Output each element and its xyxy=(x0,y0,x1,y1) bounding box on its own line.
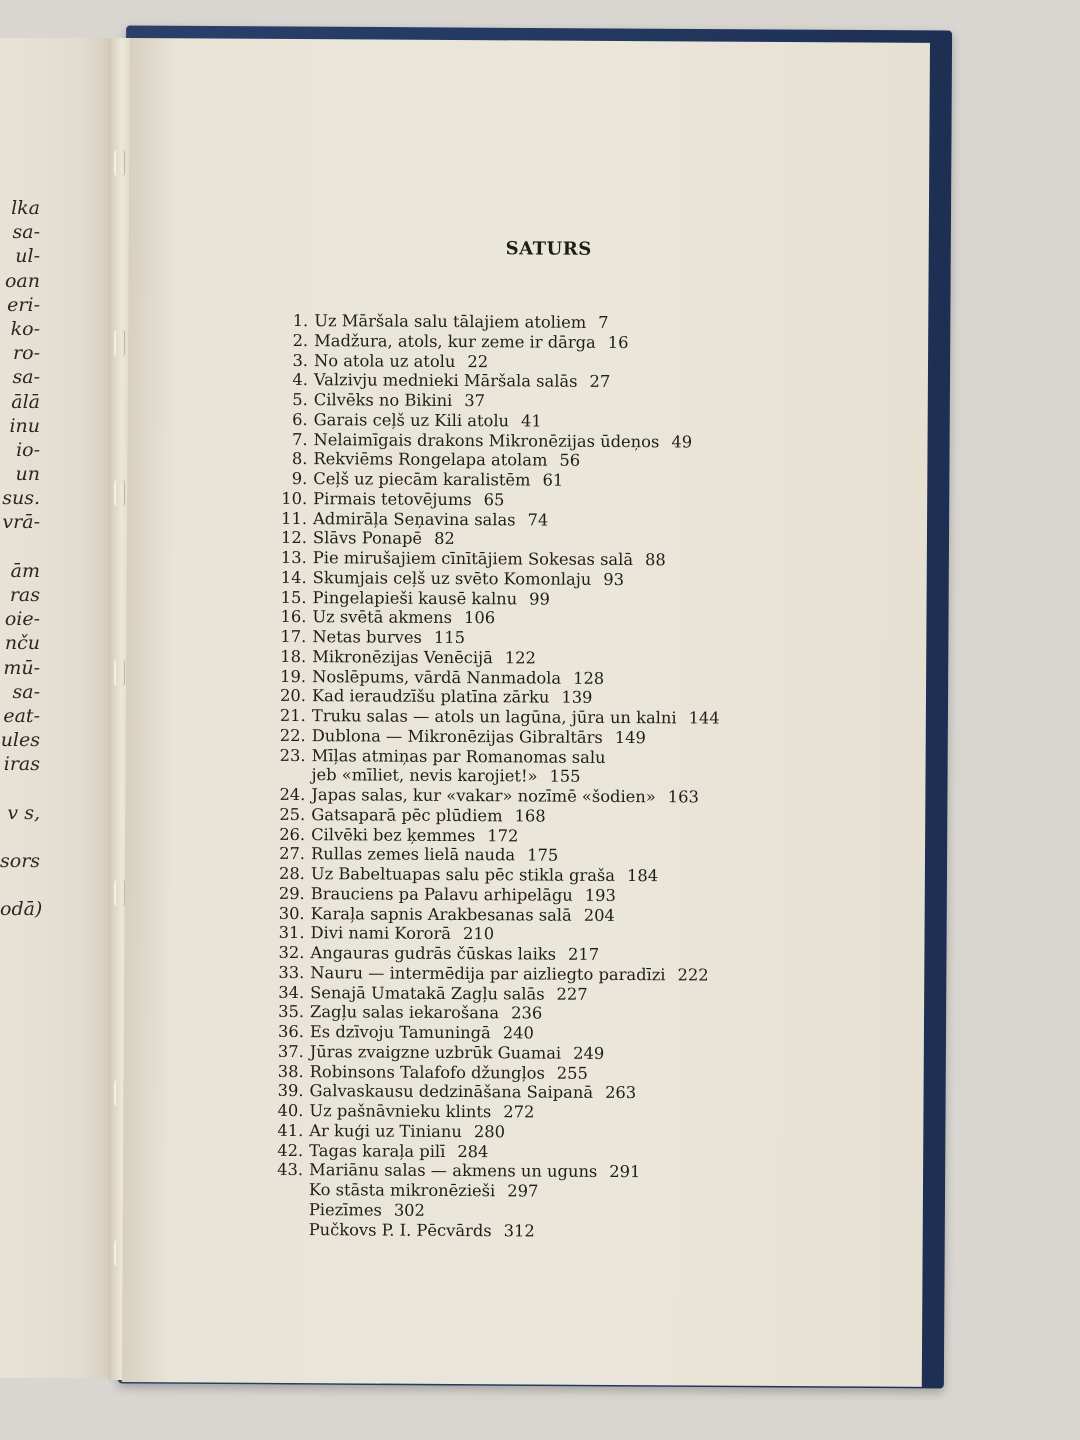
left-page-line: io- xyxy=(16,438,40,461)
toc-entry-page: 99 xyxy=(529,588,550,609)
toc-entry-number: 1. xyxy=(292,310,309,331)
toc-entry-number: 34. xyxy=(278,982,305,1002)
left-page xyxy=(0,38,120,1378)
toc-entry-page: 22 xyxy=(467,351,489,371)
toc-entry-title: Uz svētā akmens xyxy=(312,607,453,628)
binding-stitch xyxy=(114,330,125,356)
toc-entry-title: Es dzīvoju Tamuningā xyxy=(309,1022,491,1043)
toc-entry-title: Nelaimīgais drakons Mikronēzijas ūdeņos xyxy=(313,429,660,451)
toc-entry-number: 12. xyxy=(280,528,308,548)
toc-entry-page: 217 xyxy=(567,944,600,964)
toc-entry-number: 20. xyxy=(280,686,307,706)
toc-title: SATURS xyxy=(505,238,592,260)
toc-entry-title: Netas burves xyxy=(312,627,422,647)
toc-entry-title: Mīļas atmiņas par Romanomas salu xyxy=(311,745,606,767)
toc-entry-page: 210 xyxy=(462,924,495,944)
toc-entry-title: No atola uz atolu xyxy=(313,350,456,371)
toc-entry-number: 30. xyxy=(278,903,305,923)
toc-entry-title: Piezīmes xyxy=(308,1199,382,1220)
toc-entry-number: 40. xyxy=(277,1100,304,1121)
toc-entry-title: Garais ceļš uz Kili atolu xyxy=(313,409,510,431)
toc-entry-title: Pirmais tetovējums xyxy=(313,488,472,509)
toc-entry-number: 42. xyxy=(277,1140,304,1160)
toc-entry-page: 106 xyxy=(463,608,496,628)
toc-entry-page: 61 xyxy=(542,470,564,490)
toc-entry-page: 128 xyxy=(573,668,605,688)
left-page-blank-line xyxy=(0,535,40,559)
toc-entry-page: 144 xyxy=(688,708,720,728)
left-page-line: lka xyxy=(11,197,40,219)
toc-entry-page: 263 xyxy=(605,1083,637,1103)
toc-entry-page: 7 xyxy=(598,312,609,332)
binding-stitch xyxy=(114,150,125,176)
left-page-line: sa- xyxy=(12,680,40,703)
toc-entry-title: Brauciens pa Palavu arhipelāgu xyxy=(310,883,573,905)
toc-entry-title: Ar kuģi uz Tinianu xyxy=(309,1120,462,1141)
toc-entry-page: 297 xyxy=(507,1181,539,1201)
toc-entry-page: 255 xyxy=(556,1063,588,1083)
toc-entry-title: Pie mirušajiem cīnītājiem Sokesas salā xyxy=(312,548,634,570)
toc-entry-title: Rullas zemes lielā nauda xyxy=(310,844,516,865)
toc-entry-number: 2. xyxy=(292,330,309,350)
toc-entry-page: 149 xyxy=(614,727,646,747)
toc-entry-page: 115 xyxy=(433,627,466,648)
toc-entry-page: 88 xyxy=(645,550,666,570)
toc-entry-page: 56 xyxy=(559,450,581,471)
left-page-line: nču xyxy=(4,632,40,655)
toc-entry-number: 37. xyxy=(277,1041,304,1061)
toc-entry-title: Gatsaparā pēc plūdiem xyxy=(311,804,503,826)
left-page-line: ro- xyxy=(13,342,40,365)
left-page-line: eat- xyxy=(3,704,40,727)
toc-entry-page: 193 xyxy=(584,885,616,905)
toc-entry-number: 25. xyxy=(279,804,306,824)
toc-entry-page: 184 xyxy=(626,866,659,886)
toc-entry-title: Mariānu salas — akmens un uguns xyxy=(309,1160,598,1182)
toc-entry-page: 175 xyxy=(527,845,559,865)
toc-entry-title: Ko stāsta mikronēzieši xyxy=(308,1180,496,1201)
toc-entry-page: 16 xyxy=(607,332,629,352)
toc-entry-number: 4. xyxy=(292,370,308,390)
toc-entry-number: 36. xyxy=(277,1021,304,1042)
toc-entry-title: Uz Māršala salu tālajiem atoliem xyxy=(314,311,587,332)
toc-entry-title: Zagļu salas iekarošana xyxy=(309,1002,500,1023)
toc-entry-title: Skumjais ceļš uz svēto Komonlaju xyxy=(312,567,592,589)
toc-entry-number: 27. xyxy=(279,844,306,864)
toc-entry-number: 31. xyxy=(278,923,305,943)
toc-entry-page: 302 xyxy=(393,1200,425,1220)
toc-entry-title: Nauru — intermēdija par aizliegto paradīzi xyxy=(310,962,666,985)
left-page-line: oan xyxy=(4,269,40,292)
toc-entry-page: 284 xyxy=(457,1141,489,1161)
left-page-line: oie- xyxy=(4,608,40,631)
toc-entry-number: 6. xyxy=(292,409,308,429)
toc-entry-page: 82 xyxy=(434,529,455,549)
left-page-line: sors xyxy=(0,850,41,873)
toc-entry-page: 280 xyxy=(473,1121,506,1142)
toc-entry-page: 240 xyxy=(502,1023,534,1043)
toc-entry-title: Karaļa sapnis Arakbesanas salā xyxy=(310,903,572,925)
toc-entry-number: 23. xyxy=(279,745,306,765)
toc-entry-page: 172 xyxy=(487,825,519,845)
toc-entry-title: Divi nami Kororā xyxy=(310,923,452,944)
toc-entry-number: 18. xyxy=(280,646,307,666)
toc-entry-title: Japas salas, kur «vakar» nozīmē «šodien» xyxy=(311,785,656,807)
toc-entry-number: 8. xyxy=(291,449,308,469)
toc-entry-number: 28. xyxy=(278,863,305,884)
toc-entry-page: 74 xyxy=(527,509,549,530)
toc-entry-page: 163 xyxy=(667,787,699,807)
toc-entry-title: Uz pašnāvnieku klints xyxy=(309,1101,492,1122)
left-page-line: sus. xyxy=(2,487,40,510)
left-page-line: ras xyxy=(9,584,40,606)
toc-entry-title: Pučkovs P. I. Pēcvārds xyxy=(308,1219,492,1240)
toc-entry-number: 9. xyxy=(291,468,308,489)
toc-entry-title: Jūras zvaigzne uzbrūk Guamai xyxy=(309,1041,562,1063)
toc-entry-number: 5. xyxy=(292,389,308,410)
left-page-line: ules xyxy=(0,729,40,752)
toc-entry-title: Galvaskausu dedzināšana Saipanā xyxy=(309,1081,594,1103)
toc-entry-number: 43. xyxy=(277,1160,304,1180)
table-of-contents xyxy=(259,311,905,1243)
toc-entry-page: 155 xyxy=(549,766,581,787)
binding-stitch xyxy=(114,660,125,686)
toc-entry-title: Senajā Umatakā Zagļu salās xyxy=(310,982,545,1004)
left-page-line: ālā xyxy=(11,390,40,413)
toc-entry-title: Ceļš uz piecām karalistēm xyxy=(313,469,531,490)
toc-entry-number: 24. xyxy=(279,784,306,805)
toc-entry-title: Mikronēzijas Venēcijā xyxy=(312,646,493,667)
toc-entry-page: 93 xyxy=(603,569,625,589)
toc-entry-title: Uz Babeltuapas salu pēc stikla graša xyxy=(310,864,616,885)
toc-entry-number: 7. xyxy=(291,429,308,449)
left-page-line: mū- xyxy=(3,656,40,679)
left-page-line: sa- xyxy=(12,366,40,389)
left-page-line: ul- xyxy=(15,245,40,268)
toc-entry-number: 33. xyxy=(278,962,305,982)
toc-entry-number: 35. xyxy=(278,1002,305,1022)
toc-entry-page: 272 xyxy=(503,1102,535,1122)
toc-entry xyxy=(259,1219,899,1243)
left-page-line: ko- xyxy=(10,317,40,340)
toc-entry-page: 291 xyxy=(609,1162,641,1182)
left-page-line: vrā- xyxy=(2,511,40,534)
toc-entry-title: Truku salas — atols un lagūna, jūra un kalni xyxy=(311,706,677,728)
toc-entry-page: 227 xyxy=(556,984,588,1004)
toc-entry-number: 16. xyxy=(280,607,307,627)
toc-entry-title: Rekviēms Rongelapa atolam xyxy=(313,449,548,470)
toc-entry-number: 14. xyxy=(280,567,307,587)
toc-entry-title: Robinsons Talafofo džungļos xyxy=(309,1061,545,1083)
toc-entry-page: 49 xyxy=(671,431,693,451)
toc-entry-title: Tagas karaļa pilī xyxy=(309,1140,446,1161)
toc-entry-number: 3. xyxy=(292,350,309,370)
toc-entry-number: 39. xyxy=(277,1081,304,1101)
toc-entry-number: 21. xyxy=(279,705,306,726)
toc-entry-title: Noslēpums, vārdā Nanmadola xyxy=(312,666,562,688)
toc-entry-title: Angauras gudrās čūskas laiks xyxy=(310,943,557,964)
toc-entry-number: 17. xyxy=(280,626,307,647)
left-page-blank-line xyxy=(0,873,40,897)
left-page-line: eri- xyxy=(7,293,40,316)
toc-entry-title: Valzivju mednieki Māršala salās xyxy=(313,370,578,391)
toc-entry-title: Kad ieraudzīšu platīna zārku xyxy=(311,686,550,707)
toc-entry-page: 222 xyxy=(677,965,709,985)
left-page-line: sa- xyxy=(12,221,40,244)
toc-entry-title: Cilvēks no Bikini xyxy=(313,390,453,410)
toc-entry-number: 29. xyxy=(278,883,305,903)
left-page-line: v s, xyxy=(7,801,40,824)
left-page-line: odā) xyxy=(0,898,43,921)
toc-entry-page: 65 xyxy=(483,489,505,510)
toc-entry-number: 26. xyxy=(279,824,306,844)
toc-entry-title: Madžura, atols, kur zeme ir dārga xyxy=(314,330,596,352)
toc-entry-number: 22. xyxy=(279,725,306,745)
toc-entry-page: 41 xyxy=(520,411,542,431)
toc-entry-page: 249 xyxy=(573,1043,605,1063)
toc-entry-page: 27 xyxy=(589,372,611,392)
right-page xyxy=(122,38,930,1387)
toc-entry-page: 204 xyxy=(583,905,615,925)
toc-entry-page: 236 xyxy=(511,1003,543,1023)
left-page-blank-line xyxy=(0,825,40,849)
binding-stitch xyxy=(114,480,125,506)
toc-entry-number: 15. xyxy=(280,587,307,607)
toc-entry-page: 139 xyxy=(561,687,593,708)
left-page-blank-line xyxy=(0,777,40,801)
toc-entry-title: jeb «mīliet, nevis karojiet!» xyxy=(311,765,538,786)
left-page-line: un xyxy=(15,463,40,486)
toc-entry-number: 38. xyxy=(277,1061,304,1081)
toc-entry-number: 19. xyxy=(280,666,307,686)
toc-entry-title: Dublona — Mikronēzijas Gibraltārs xyxy=(311,725,603,747)
toc-entry-number: 11. xyxy=(281,508,308,528)
left-page-line: inu xyxy=(9,414,40,437)
toc-entry-number: 32. xyxy=(278,942,305,963)
binding-stitch xyxy=(114,880,125,906)
toc-entry-page: 168 xyxy=(514,806,546,826)
toc-entry-number: 10. xyxy=(281,488,308,508)
toc-entry-page: 37 xyxy=(464,391,486,411)
toc-entry-title: Pingelapieši kausē kalnu xyxy=(312,587,518,608)
toc-entry-number: 13. xyxy=(280,547,307,568)
left-page-line: ām xyxy=(10,559,40,582)
toc-entry-page: 312 xyxy=(503,1220,535,1240)
toc-entry-title: Slāvs Ponapē xyxy=(312,528,423,549)
toc-entry-title: Admirāļa Seņavina salas xyxy=(313,508,516,529)
toc-entry-title: Cilvēki bez ķemmes xyxy=(311,824,476,845)
left-page-line: iras xyxy=(3,753,40,776)
toc-entry-page: 122 xyxy=(504,648,536,668)
toc-entry-number: 41. xyxy=(277,1120,304,1140)
left-page-text xyxy=(0,196,43,922)
